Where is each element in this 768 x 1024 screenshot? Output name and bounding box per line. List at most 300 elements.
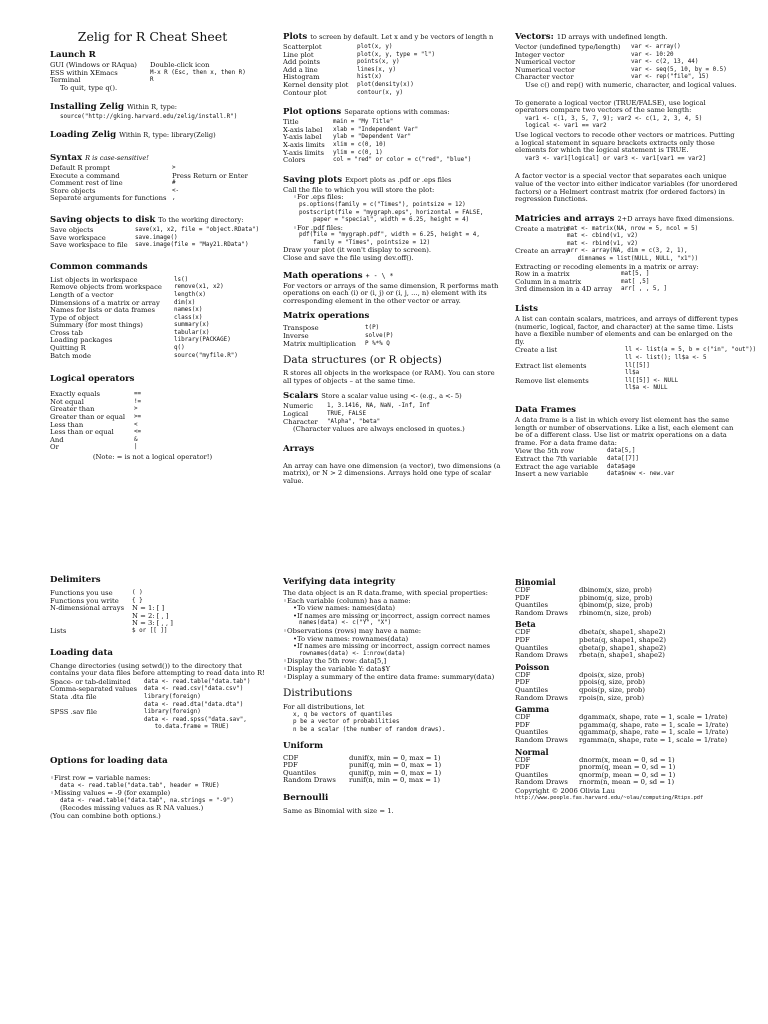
saving-objects-heading [50, 215, 255, 226]
heading-text: Data Frames [515, 404, 576, 415]
cell: Save workspace [50, 233, 106, 242]
cell: Remove objects from workspace [50, 283, 162, 292]
cell: library(foreign) [144, 693, 201, 700]
cell: M-x R (Esc, then x, then R) [150, 69, 246, 76]
cell: arr[ , , 5, ] [621, 286, 668, 293]
cell: data$new <- new.var [607, 471, 675, 478]
cell: Functions you use [50, 589, 113, 597]
cell: qgamma(p, shape, rate = 1, scale = 1/rate) [579, 728, 729, 737]
cell [515, 233, 567, 241]
cell: N = 3: [ , , ] [132, 619, 173, 628]
cell: main = "My Title" [333, 119, 394, 126]
cell: Transpose [283, 324, 319, 333]
verify-names-code: names(data) <- c("Y", "X") [299, 620, 392, 627]
cell: library(PACKAGE) [174, 337, 231, 344]
cell: Add a line [283, 65, 318, 74]
lists-table [515, 346, 757, 393]
cell: ll <- list(a = 5, b = c("in", "out")) [625, 347, 757, 354]
cell: Title [283, 118, 299, 127]
cell: ll$a [625, 370, 640, 377]
cell: Kernel density plot [283, 80, 349, 89]
bernoulli-heading: Bernoulli [283, 792, 329, 803]
cell: data <- read.spss("data.sav", [144, 716, 247, 723]
cell: hist(x) [357, 74, 382, 81]
cell: Matrix multiplication [283, 339, 356, 348]
verify-variable: ◦ Display the variable Y: data$Y [283, 666, 505, 674]
cell: Quantiles [515, 728, 548, 737]
cell: Histogram [283, 73, 320, 82]
beta-heading: Beta [515, 619, 536, 630]
launch-heading: Launch R [50, 50, 96, 60]
lists-heading [515, 304, 740, 315]
normal-heading: Normal [515, 746, 549, 757]
install-code: source("http://gking.harvard.edu/zelig/install.R") [60, 114, 238, 121]
cell: View the 5th row [515, 447, 575, 456]
cell [515, 385, 625, 393]
cell: lines(x, y) [357, 66, 397, 73]
distributions-q: x, q be vectors of quantiles [293, 711, 393, 718]
cell: points(x, y) [357, 59, 400, 66]
cell: dim(x) [174, 299, 196, 306]
heading-sub: To the working directory: [158, 215, 244, 224]
cell: Batch mode [50, 351, 92, 360]
vectors-heading [515, 32, 740, 43]
column-2-top [283, 32, 503, 487]
verify-missing-rownames: • If names are missing or incorrect, assign correct names [283, 643, 505, 651]
cell: Save workspace to file [50, 241, 128, 250]
options-loading-heading: Options for loading data [50, 755, 168, 766]
cell: dbeta(x, shape1, shape2) [579, 628, 666, 637]
heading-sub: Export plots as .pdf or .eps files [345, 175, 452, 184]
cell: rbeta(n, shape1, shape2) [579, 651, 665, 660]
verify-intro: The data object is an R data.frame, with special properties: [283, 589, 488, 597]
data-frames-text: A data frame is a list in which every list element has the same length or number of observations. Like a list, each element can be of a different class. Use list or matrix operations on a data frame. For a data frame data: [515, 415, 734, 447]
combine-note: (You can combine both options.) [50, 811, 161, 820]
cell: var <- seq(5, 10, by = 0.5) [631, 66, 727, 73]
cell: Extract the 7th variable [515, 454, 598, 463]
cell: pgamma(q, shape, rate = 1, scale = 1/rate) [579, 720, 729, 729]
plots-heading [283, 32, 503, 43]
cell: Insert a new variable [515, 470, 589, 479]
source-url[interactable]: http://www.people.fas.harvard.edu/~olau/computing/Rtips.pdf [515, 795, 704, 802]
cell: PDF [515, 678, 530, 687]
heading-text: Installing Zelig [50, 102, 124, 113]
cell: var <- 10:20 [631, 51, 674, 58]
cell: dunif(x, min = 0, max = 1) [349, 753, 441, 762]
cell: R [150, 77, 154, 84]
verify-rownames-code: rownames(data) <- 1:nrow(data) [299, 650, 406, 657]
heading-text: Plot options [283, 107, 342, 118]
close-note: Close and save the file using dev.off(). [283, 254, 414, 263]
cell: And [50, 435, 64, 444]
heading-sub: to screen by default. Let x and y be vectors of length n [310, 33, 494, 41]
cell: Execute a command [50, 171, 120, 180]
matrices-heading [515, 214, 740, 225]
cell: arr <- array(NA, dim = c(3, 2, 1), [567, 248, 688, 255]
cell: "Alpha", "beta" [327, 418, 381, 425]
cell: plot(x, y, type = "l") [357, 51, 436, 58]
cell: qbinom(p, size, prob) [579, 601, 653, 610]
column-2-bottom [283, 577, 505, 815]
cell: to.data.frame = TRUE) [144, 724, 230, 731]
binomial-heading: Binomial [515, 577, 556, 587]
cell: == [134, 391, 142, 398]
cell: Terminal [50, 76, 81, 85]
cell: qbeta(p, shape1, shape2) [579, 643, 667, 652]
cell: SPSS .sav file [50, 708, 98, 717]
cell: CDF [515, 586, 531, 594]
cell: Character [283, 417, 318, 426]
cell: Length of a vector [50, 290, 114, 299]
cell: <= [134, 429, 142, 436]
cell: Comment rest of line [50, 179, 123, 188]
cell: Space- or tab-delimited [50, 677, 131, 686]
cell: N = 2: [ , ] [132, 611, 169, 620]
cell: Create an array [515, 247, 570, 256]
cell: remove(x1, x2) [174, 284, 224, 291]
cell: < [134, 421, 138, 428]
cell: Numerical vector [515, 58, 576, 67]
plot-options-heading [283, 107, 503, 118]
data-structures-heading: Data structures (or R objects) [283, 354, 442, 367]
column-1-top [50, 29, 260, 462]
cell: var <- rep("file", 15) [631, 74, 710, 81]
cell: q() [174, 345, 185, 352]
cell: data$age [607, 463, 636, 470]
cell: > [172, 164, 176, 171]
cell: col = "red" or color = c("red", "blue") [333, 157, 472, 164]
matrices-create-table [515, 226, 740, 264]
logical-operators-heading: Logical operators [50, 374, 135, 385]
cell: PDF [515, 720, 530, 729]
cell: Quantiles [283, 768, 316, 777]
cell: Names for lists or data frames [50, 306, 155, 315]
heading-sub: Store a scalar value using <- (e.g., a <- 5) [321, 392, 462, 401]
cell: Contour plot [283, 88, 327, 97]
cell: Type of object [50, 313, 99, 322]
uniform-table [283, 755, 505, 785]
cell: xlab = "Independent Var" [333, 126, 419, 133]
cell: , [172, 195, 176, 202]
cell: GUI (Windows or RAqua) [50, 61, 137, 69]
cell: dnorm(x, mean = 0, sd = 1) [579, 755, 675, 764]
cell: Save objects [50, 225, 94, 234]
cell: save(x1, x2, file = "object.RData") [135, 226, 260, 233]
data-frames-heading [515, 405, 740, 416]
cell: Random Draws [515, 693, 568, 702]
cell: mat[ ,5] [621, 278, 650, 285]
column-1-bottom [50, 575, 270, 820]
cell: Less than [50, 420, 84, 429]
heading-sub: Within R, type: [126, 103, 177, 112]
heading-text: Syntax [50, 152, 83, 163]
data-structures-text: R stores all objects in the workspace (or RAM). You can store all types of objects – at the same time. [283, 369, 495, 385]
cell: rgamma(n, shape, rate = 1, scale = 1/rate) [579, 735, 728, 744]
verify-view-names: • To view names: names(data) [283, 605, 505, 613]
logical-vector-text-2: Use logical vectors to recode other vectors or matrices. Putting a logical statement in square brackets extracts only those elements for which the logical statement is TRUE. [515, 130, 735, 155]
pdf-code-0: pdf(file = "mygraph.pdf", width = 6.25, height = 4, [299, 232, 480, 239]
cell: Numeric [283, 402, 314, 411]
missing-code: data <- read.table("data.tab", na.strings = "-9") [60, 797, 234, 804]
cell: Summary (for most things) [50, 321, 143, 330]
cell: Logical [283, 410, 309, 418]
cell: Random Draws [515, 778, 568, 787]
cell: summary(x) [174, 322, 210, 329]
cell: solve(P) [365, 333, 394, 340]
heading-text: Math operations [283, 270, 363, 281]
distributions-intro: For all distributions, let [283, 703, 365, 712]
cell: contour(x, y) [357, 89, 404, 96]
heading-sub: 2+D arrays have fixed dimensions. [617, 214, 735, 223]
cell: save.image(file = "May21.RData") [135, 242, 249, 249]
distributions-n: n be a scalar (the number of random draws). [293, 726, 446, 733]
verify-obs: ◦ Observations (rows) may have a name: [283, 628, 505, 636]
cell: Quantiles [515, 601, 548, 610]
pdf-label: ◦ For .pdf files: [283, 225, 503, 233]
cell: pbinom(q, size, prob) [579, 593, 653, 602]
cell: Default R prompt [50, 163, 110, 172]
first-row-option: ◦ First row = variable names: [50, 775, 270, 783]
cell: dimnames = list(NULL, NULL, "x1")) [567, 256, 699, 263]
cell: Random Draws [515, 608, 568, 617]
beta-table [515, 629, 740, 659]
matrices-extract-table [515, 271, 740, 294]
cell: Comma-separated values [50, 685, 137, 694]
pdf-code-1: family = "Times", pointsize = 12) [299, 239, 431, 246]
syntax-table [50, 165, 255, 203]
cell: 3rd dimension in a 4D array [515, 285, 613, 294]
lists-text: A list can contain scalars, matrices, and arrays of different types (numeric, logical, factor, and character) at the same time. Lists have a flexible number of elements and can be enlarged on the fly. [515, 315, 739, 346]
cell: data[5,] [607, 448, 636, 455]
cell: mat[5, ] [621, 271, 650, 278]
quit-note: To quit, type q(). [60, 83, 118, 92]
heading-text: Scalars [283, 391, 319, 402]
heading-text: Lists [515, 304, 538, 315]
cell: ll$a <- NULL [625, 385, 668, 392]
cell: Line plot [283, 50, 314, 59]
cell: ll[[5]] <- NULL [625, 377, 679, 384]
normal-table [515, 757, 740, 787]
cell: Separate arguments for functions [50, 194, 167, 203]
cell: | [134, 444, 138, 451]
cell: names(x) [174, 307, 203, 314]
cell: Exactly equals [50, 390, 101, 399]
arrays-text: An array can have one dimension (a vector), two dimensions (a matrix), or N > 2 dimensions. Arrays hold one type of scalar value. [283, 461, 501, 485]
cell: Random Draws [515, 651, 568, 660]
cell: Random Draws [283, 776, 336, 785]
cell: var <- c(2, 13, 44) [631, 59, 699, 66]
cell: Press Return or Enter [172, 171, 248, 180]
cell: != [134, 398, 142, 405]
logical-vector-code-2: logical <- var1 == var2 [525, 123, 607, 130]
gamma-table [515, 714, 740, 744]
cell: Numerical vector [515, 65, 576, 74]
logical-table [50, 391, 255, 452]
cell: PDF [515, 593, 530, 602]
cell: Functions you write [50, 596, 119, 605]
heading-sub: Separate options with commas: [344, 108, 450, 117]
cell: CDF [283, 753, 299, 762]
verify-missing-names: • If names are missing or incorrect, assign correct names [283, 613, 505, 621]
logical-vector-text: To generate a logical vector (TRUE/FALSE), use logical operators compare two vectors of the same length: [515, 98, 706, 115]
poisson-table [515, 672, 740, 702]
cell: rnorm(n, mean = 0, sd = 1) [579, 778, 675, 787]
cell: > [134, 406, 138, 413]
cell: Dimensions of a matrix or array [50, 298, 160, 307]
cell: Y-axis limits [283, 148, 324, 157]
cell: qpois(p, size, prob) [579, 685, 646, 694]
eps-label: ◦ For .eps files: [283, 194, 503, 202]
loading-zelig-heading [50, 130, 255, 141]
saving-plots-heading [283, 175, 503, 186]
cell: Vector (undefined type/length) [515, 43, 621, 51]
cell: PDF [283, 761, 298, 770]
copyright: Copyright © 2006 Olivia Lau [515, 786, 616, 795]
cell: Not equal [50, 397, 84, 406]
cell: rpois(n, size, prob) [579, 693, 644, 702]
cell: CDF [515, 713, 531, 722]
heading-sub: Within R, type: library(Zelig) [119, 130, 216, 139]
loading-data-heading: Loading data [50, 647, 113, 658]
cell: Extract list elements [515, 361, 587, 370]
cell: $ or [[ ]] [132, 627, 168, 634]
cell: runif(n, min = 0, max = 1) [349, 776, 441, 785]
cell: PDF [515, 763, 530, 772]
data-frames-table [515, 448, 740, 478]
cell: Create a list [515, 346, 558, 355]
cell: Inverse [283, 332, 309, 341]
cell: Or [50, 443, 59, 452]
plots-table [283, 44, 503, 97]
verify-each: ◦ Each variable (column) has a name: [283, 598, 505, 606]
cell: P %*% Q [365, 340, 390, 347]
cell: ppois(q, size, prob) [579, 678, 646, 687]
column-3-top [515, 32, 757, 479]
cell: Character vector [515, 73, 574, 82]
cell: List objects in workspace [50, 275, 138, 284]
verify-view-rownames: • To view names: rownames(data) [283, 636, 505, 644]
heading-text: Vectors: [515, 32, 554, 42]
heading-text: Saving objects to disk [50, 214, 156, 225]
cell: Colors [283, 156, 306, 165]
cell: Quantiles [515, 685, 548, 694]
matrix-ops-table [283, 325, 503, 348]
cell: tabular(x) [174, 329, 210, 336]
missing-option: ◦ Missing values = -9 (for example) [50, 790, 270, 798]
cell: ll[[5]] [625, 362, 650, 369]
cell: & [134, 436, 138, 443]
cell: Less than or equal [50, 428, 114, 437]
cell: t(P) [365, 325, 380, 332]
verify-summary: ◦ Display a summary of the entire data frame: summary(data) [283, 674, 505, 682]
logical-vector-code-3: var3 <- var1[logical] or var3 <- var1[var1 == var2] [525, 155, 706, 162]
scalars-heading [283, 391, 503, 402]
cell: >= [134, 414, 142, 421]
cell: Row in a matrix [515, 270, 570, 279]
heading-text: Loading Zelig [50, 129, 117, 140]
cell: Lists [50, 626, 67, 635]
cell: { } [132, 597, 143, 604]
cell: PDF [515, 635, 530, 644]
cell: var <- array() [631, 44, 681, 50]
cell: Cross tab [50, 328, 83, 337]
cell: X-axis limits [283, 140, 325, 149]
cell: Double-click icon [150, 61, 210, 69]
cell: plot(density(x)) [357, 81, 414, 88]
cell: dbinom(x, size, prob) [579, 586, 652, 594]
cell: Quantiles [515, 770, 548, 779]
distributions-heading: Distributions [283, 687, 353, 700]
heading-text: Saving plots [283, 174, 343, 185]
cell: qnorm(p, mean = 0, sd = 1) [579, 770, 676, 779]
cell: TRUE, FALSE [327, 411, 367, 417]
cell: punif(q, min = 0, max = 1) [349, 761, 442, 770]
cell: Column in a matrix [515, 277, 582, 286]
column-3-bottom [515, 577, 740, 803]
delimiters-table [50, 590, 270, 636]
cell: ( ) [132, 590, 143, 596]
cell [50, 717, 144, 725]
heading-sub: 1D arrays with undefined length. [556, 33, 668, 41]
math-operations-heading [283, 271, 503, 282]
cell: xlim = c(0, 10) [333, 141, 387, 148]
plot-options-table [283, 119, 503, 165]
eps-code-1: postscript(file = "mygraph.eps", horizontal = FALSE, [299, 209, 484, 216]
saving-plots-intro: Call the file to which you will store the plot: [283, 185, 435, 194]
matrices-extract-text: Extracting or recoding elements in a matrix or array: [515, 262, 699, 271]
cell: ylab = "Dependent Var" [333, 134, 412, 141]
vectors-note: Use c() and rep() with numeric, character, and logical values. [525, 80, 737, 89]
cell: N = 1: [ ] [132, 604, 165, 613]
cell: Extract the age variable [515, 462, 599, 471]
cell: X-axis label [283, 125, 323, 134]
cell: Scatterplot [283, 43, 322, 51]
cell: pnorm(q, mean = 0, sd = 1) [579, 763, 676, 772]
heading-sub: R is case-sensitive! [85, 153, 149, 162]
cell: Integer vector [515, 50, 565, 59]
cell: mat <- matrix(NA, nrow = 5, ncol = 5) [567, 225, 699, 232]
installing-heading [50, 102, 255, 113]
page-title: Zelig for R Cheat Sheet [77, 29, 228, 44]
eps-code-2: paper = "special", width = 6.25, height = 4) [299, 217, 470, 224]
cell: # [172, 180, 176, 187]
eps-code-0: ps.options(family = c("Times"), pointsize = 12) [299, 201, 466, 208]
cell: N-dimensional arrays [50, 604, 125, 613]
cell: data <- read.csv("data.csv") [144, 686, 244, 693]
cell: CDF [515, 670, 531, 679]
cell: save.image() [135, 234, 178, 241]
cell: length(x) [174, 291, 206, 298]
cell: qunif(p, min = 0, max = 1) [349, 768, 442, 777]
verify-fifth: ◦ Display the 5th row: data[5,] [283, 658, 505, 666]
cell: Remove list elements [515, 376, 589, 385]
cell: data[[7]] [607, 455, 639, 462]
distributions-p: p be a vector of probabilities [293, 719, 400, 726]
cell: Loading packages [50, 336, 113, 345]
cell: Store objects [50, 186, 96, 195]
common-table [50, 277, 255, 361]
factor-text: A factor vector is a special vector that separates each unique value of the vector into either indicator variables (for unordered factors) or a Helmert contrast matrix (for ordered factors) in regression functions. [515, 172, 738, 204]
cell: Random Draws [515, 735, 568, 744]
cell: class(x) [174, 314, 203, 321]
cell: mat <- cbind(v1, v2) [567, 233, 638, 240]
cell: Y-axis label [283, 133, 322, 142]
cell [50, 724, 144, 732]
heading-text: Plots [283, 32, 308, 42]
matrix-operations-heading: Matrix operations [283, 311, 370, 322]
cell: source("myfile.R") [174, 352, 238, 359]
cell: Greater than [50, 405, 95, 414]
